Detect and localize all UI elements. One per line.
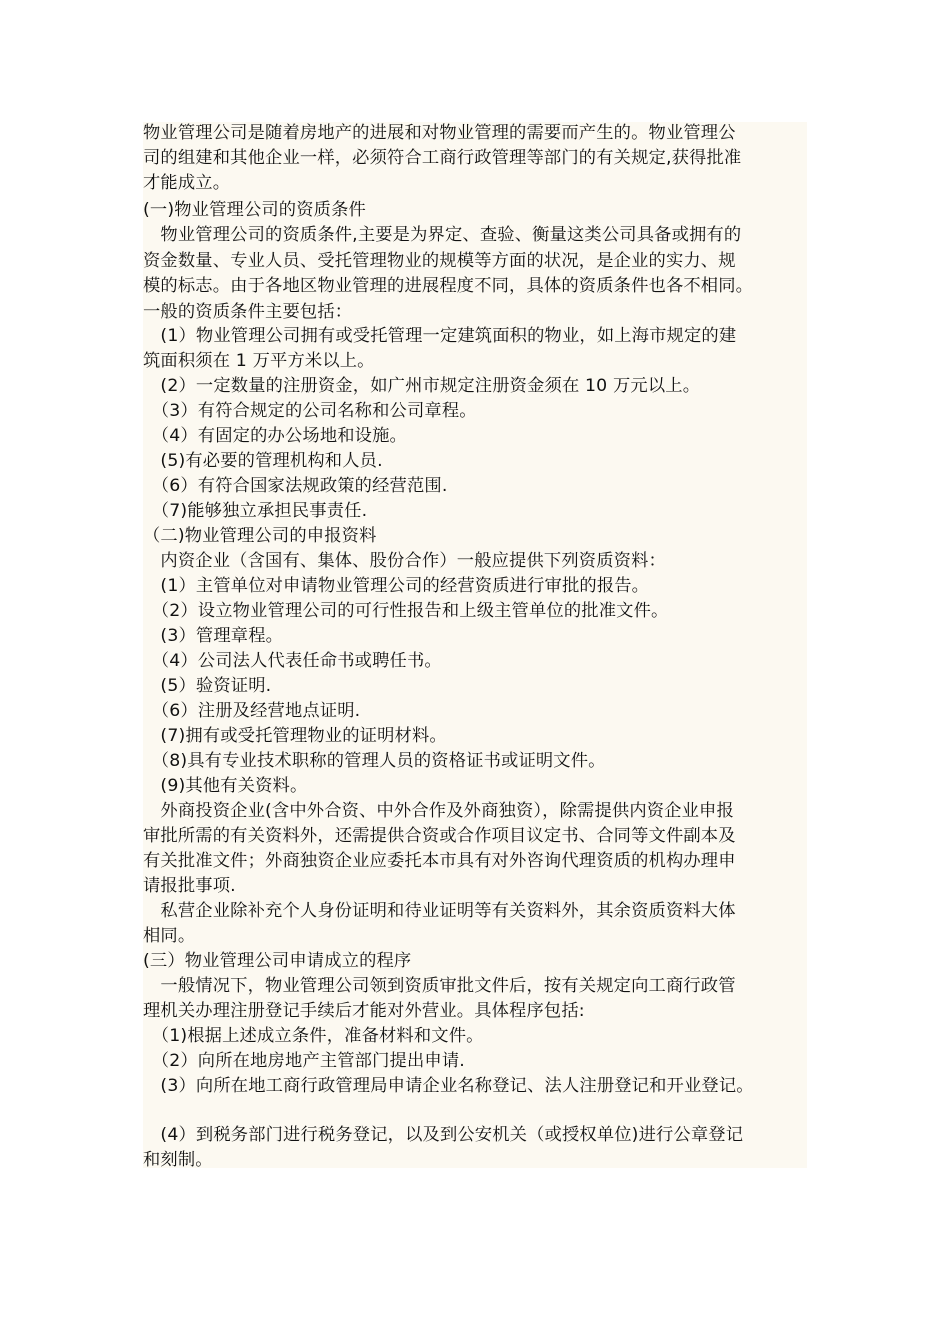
list-item: (1）主管单位对申请物业管理公司的经营资质进行审批的报告。 [143, 576, 650, 596]
section-heading: (三）物业管理公司申请成立的程序 [143, 951, 412, 971]
list-item: （2）设立物业管理公司的可行性报告和上级主管单位的批准文件。 [143, 601, 669, 621]
section-heading: (一)物业管理公司的资质条件 [143, 200, 366, 220]
list-item: (4）到税务部门进行税务登记，以及到公安机关（或授权单位)进行公章登记 [143, 1125, 744, 1145]
list-item: (9)其他有关资料。 [143, 776, 308, 796]
paragraph-line: 才能成立。 [143, 173, 231, 193]
paragraph-line: 理机关办理注册登记手续后才能对外营业。具体程序包括: [143, 1001, 585, 1021]
paragraph-line: 司的组建和其他企业一样，必须符合工商行政管理等部门的有关规定,获得批准 [143, 148, 742, 168]
list-item: (7)拥有或受托管理物业的证明材料。 [143, 726, 447, 746]
paragraph-line: 请报批事项. [143, 876, 236, 896]
list-item: （6）有符合国家法规政策的经营范围. [143, 476, 448, 496]
paragraph-line: 一般的资质条件主要包括： [143, 302, 353, 322]
list-item: （3）有符合规定的公司名称和公司章程。 [143, 401, 477, 421]
list-item: （2）向所在地房地产主管部门提出申请. [143, 1051, 465, 1071]
paragraph-line: 物业管理公司是随着房地产的进展和对物业管理的需要而产生的。物业管理公 [143, 123, 736, 143]
paragraph-line: 一般情况下，物业管理公司领到资质审批文件后，按有关规定向工商行政管 [143, 976, 736, 996]
list-item: (5)有必要的管理机构和人员. [143, 451, 383, 471]
paragraph-line: 私营企业除补充个人身份证明和待业证明等有关资料外，其余资质资料大体 [143, 901, 736, 921]
paragraph-line: 资金数量、专业人员、受托管理物业的规模等方面的状况，是企业的实力、规 [143, 251, 736, 271]
paragraph-line: 模的标志。由于各地区物业管理的进展程度不同，具体的资质条件也各不相同。 [143, 276, 754, 296]
list-item: (3）管理章程。 [143, 626, 284, 646]
list-item: 筑面积须在 1 万平方米以上。 [143, 351, 375, 371]
list-item: （8)具有专业技术职称的管理人员的资格证书或证明文件。 [143, 751, 606, 771]
paragraph-line: 物业管理公司的资质条件,主要是为界定、查验、衡量这类公司具备或拥有的 [143, 225, 742, 245]
document-body [143, 122, 807, 1168]
list-item: (1）物业管理公司拥有或受托管理一定建筑面积的物业，如上海市规定的建 [143, 326, 737, 346]
list-item: （4）公司法人代表任命书或聘任书。 [143, 651, 442, 671]
list-item: (5）验资证明. [143, 676, 272, 696]
list-item: （7)能够独立承担民事责任. [143, 501, 368, 521]
paragraph-line: 外商投资企业(含中外合资、中外合作及外商独资），除需提供内资企业申报 [143, 801, 734, 821]
paragraph-line: 有关批准文件；外商独资企业应委托本市具有对外咨询代理资质的机构办理申 [143, 851, 736, 871]
list-item: （1)根据上述成立条件，准备材料和文件。 [143, 1026, 484, 1046]
list-item: （4）有固定的办公场地和设施。 [143, 426, 407, 446]
list-item: （6）注册及经营地点证明. [143, 701, 361, 721]
section-heading: （二)物业管理公司的申报资料 [143, 526, 377, 546]
paragraph-line: 和刻制。 [143, 1150, 213, 1170]
paragraph-line: 内资企业（含国有、集体、股份合作）一般应提供下列资质资料： [143, 551, 666, 571]
list-item: (2）一定数量的注册资金，如广州市规定注册资金须在 10 万元以上。 [143, 376, 701, 396]
paragraph-line: 相同。 [143, 926, 196, 946]
list-item: (3）向所在地工商行政管理局申请企业名称登记、法人注册登记和开业登记。 [143, 1076, 754, 1096]
paragraph-line: 审批所需的有关资料外，还需提供合资或合作项目议定书、合同等文件副本及 [143, 826, 736, 846]
